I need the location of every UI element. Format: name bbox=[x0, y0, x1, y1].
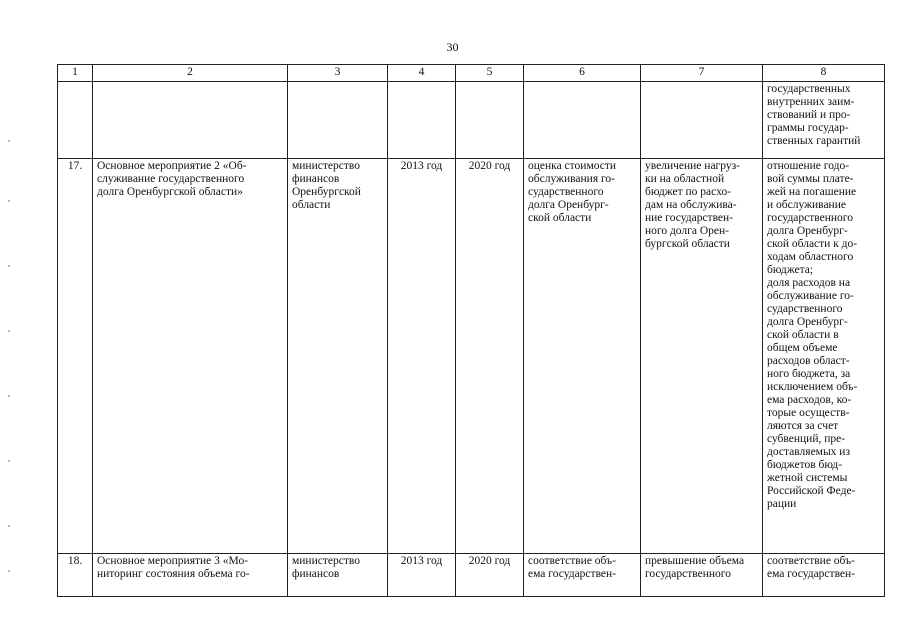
table-cell bbox=[288, 82, 388, 159]
table-cell bbox=[93, 82, 288, 159]
end-year-cell: 2020 год bbox=[456, 159, 524, 554]
table-cell bbox=[388, 82, 456, 159]
table-cell bbox=[456, 82, 524, 159]
header-row bbox=[58, 65, 885, 82]
table-row bbox=[58, 159, 885, 554]
scan-mark bbox=[8, 460, 10, 462]
measures-table bbox=[57, 64, 885, 597]
table-cell bbox=[641, 82, 763, 159]
scan-mark bbox=[8, 200, 10, 202]
table-cell bbox=[58, 82, 93, 159]
continuation-row bbox=[58, 82, 885, 159]
scan-mark bbox=[8, 395, 10, 397]
indicator-cell: отношение годо- вой суммы плате- жей на погашение и обслуживание государственного долга Оренбург- ской области к до- ходам областного бюджета; доля расходов на обслуживание го- сударственного долга Оренбург- ской области в общем объеме расходов област- ного бюджета, за исключением объ- ема расходов, ко- торые осуществ- ляются за счет субвенций, пре- доставляемых из бюджетов бюд- жетной системы Российской Феде- рации bbox=[763, 159, 885, 554]
header-cell-3: 3 bbox=[288, 65, 388, 82]
end-year-cell: 2020 год bbox=[456, 554, 524, 597]
page-number: 30 bbox=[446, 40, 459, 54]
table-row bbox=[58, 554, 885, 597]
row-number: 18. bbox=[58, 554, 93, 597]
expected-result-cell: оценка стоимости обслуживания го- сударственного долга Оренбург- ской области bbox=[524, 159, 641, 554]
expected-result-cell: соответствие объ- ема государствен- bbox=[524, 554, 641, 597]
header-cell-5: 5 bbox=[456, 65, 524, 82]
table-cell bbox=[524, 82, 641, 159]
scan-mark bbox=[8, 140, 10, 142]
header-cell-6: 6 bbox=[524, 65, 641, 82]
consequences-cell: увеличение нагруз- ки на областной бюджет по расхо- дам на обслужива- ние государствен- ного долга Орен- бургской области bbox=[641, 159, 763, 554]
scan-mark bbox=[8, 330, 10, 332]
row-number: 17. bbox=[58, 159, 93, 554]
start-year-cell: 2013 год bbox=[388, 159, 456, 554]
executor-cell: министерство финансов Оренбургской области bbox=[288, 159, 388, 554]
executor-cell: министерство финансов bbox=[288, 554, 388, 597]
scan-mark bbox=[8, 265, 10, 267]
start-year-cell: 2013 год bbox=[388, 554, 456, 597]
indicator-cell: соответствие объ- ема государствен- bbox=[763, 554, 885, 597]
header-cell-1: 1 bbox=[58, 65, 93, 82]
consequences-cell: превышение объема государственного bbox=[641, 554, 763, 597]
measure-name-cell: Основное мероприятие 3 «Мо- ниторинг состояния объема го- bbox=[93, 554, 288, 597]
header-cell-7: 7 bbox=[641, 65, 763, 82]
header-cell-8: 8 bbox=[763, 65, 885, 82]
header-cell-4: 4 bbox=[388, 65, 456, 82]
scan-mark bbox=[8, 525, 10, 527]
indicator-cell: государственных внутренних заим- ствований и про- граммы государ- ственных гарантий bbox=[763, 82, 885, 159]
scan-mark bbox=[8, 570, 10, 572]
scan-margin-marks bbox=[8, 140, 10, 580]
measure-name-cell: Основное мероприятие 2 «Об- служивание государственного долга Оренбургской области» bbox=[93, 159, 288, 554]
header-cell-2: 2 bbox=[93, 65, 288, 82]
